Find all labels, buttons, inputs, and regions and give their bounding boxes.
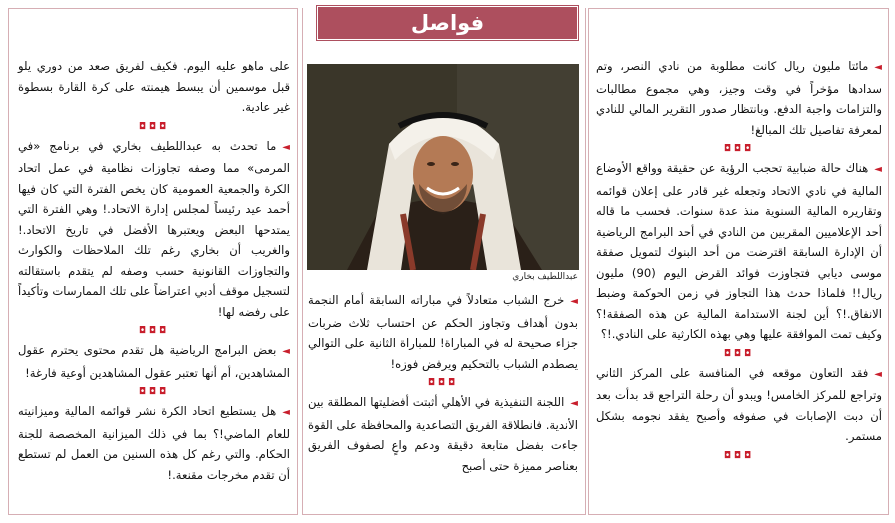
photo-caption: عبداللطيف بخاري bbox=[512, 272, 578, 282]
bullet-icon: ◄ bbox=[282, 141, 290, 153]
bullet-icon: ◄ bbox=[570, 296, 578, 307]
separator: ◘◘◘ bbox=[723, 144, 755, 154]
separator: ◘◘◘ bbox=[723, 348, 755, 359]
bullet-icon: ◄ bbox=[874, 164, 882, 175]
separator: ◘◘◘ bbox=[138, 121, 170, 132]
separator: ◘◘◘ bbox=[138, 326, 170, 336]
article-item: ◄هل يستطيع اتحاد الكرة نشر قوائمه المالية وميزانيته للعام الماضي!؟ بما في ذلك الميزانية المخصصة للجنة الحكام. والتي رغم كل هذه السنين من العمل لم تستطع أن تقدم مخرجات مقنعة.! bbox=[18, 404, 290, 482]
article-item: ◄ما تحدث به عبداللطيف بخاري في برنامج «في المرمى» مما وصفه تجاوزات نظامية في عمل اتحاد الكرة والجمعية العمومية كان يخص الفترة التي كان فيها أحمد عيد رئيساً لمجلس إدارة الاتحاد.! وهي الفترة التي يمتدحها البعض ويعتبرها الأفضل في تاريخ الاتحاد.! والغريب أن بخاري رغم تلك الملاحظات والكوارث والتجاوزات القانونية حسب وصفه لم يتقدم باستقالته لتسجيل موقف أدبي اعتراضاً على تلك الممارسات وتأكيداً على رفضه لها! bbox=[18, 138, 290, 319]
left-column bbox=[18, 56, 290, 485]
section-title: فواصل bbox=[317, 6, 578, 40]
separator: ◘◘◘ bbox=[723, 450, 755, 461]
article-item: ◄بعض البرامج الرياضية هل تقدم محتوى يحترم عقول المشاهدين، أم أنها تعتبر عقول المشاهدين أوعية فارغة! bbox=[18, 343, 290, 380]
article-item: ◄خرج الشباب متعادلاً في مباراته السابقة أمام النجمة بدون أهداف وتجاوز الحكم عن احتساب ثلاث ضربات جزاء صحيحة له في المباراة! للمباراة الثانية على التوالي يصطدم الشباب بالتحكيم ويرفض فوزه! bbox=[308, 293, 578, 371]
article-item: ◄فقد التعاون موقعه في المنافسة على المركز الثاني وتراجع للمركز الخامس! ويبدو أن رحلة التراجع قد بدأت بعد أن دبت الإصابات في صفوفه وأصبح يفقد نجومه بشكل مستمر. bbox=[596, 365, 882, 443]
right-column bbox=[596, 56, 882, 465]
portrait-illustration bbox=[307, 64, 579, 270]
separator: ◘◘◘ bbox=[138, 387, 170, 397]
article-item: ◄اللجنة التنفيذية في الأهلي أثبتت أفضليتها المطلقة بين الأندية. فانطلاقة الفريق التصاعدية والمحافظة على القوة جاءت بفضل متابعة دقيقة ودعم واعٍ لصفوف الفريق بعناصر مميزة حتى أصبح bbox=[308, 395, 578, 473]
bullet-icon: ◄ bbox=[874, 62, 882, 73]
bullet-icon: ◄ bbox=[874, 368, 882, 380]
continued-text: على ماهو عليه اليوم. فكيف لفريق صعد من دوري يلو قبل موسمين أن يبسط هيمنته على كرة القارة بسطوة غير عادية. bbox=[18, 59, 290, 114]
article-item: ◄هناك حالة ضبابية تحجب الرؤية عن حقيقة وواقع الأوضاع المالية في نادي الاتحاد وتجعله غير قادر على إعلان قوائمه وتقاريره المالية السنوية منذ عدة سنوات. فحسب ما قاله أحد الإعلاميين المقربين من النادي في أحد البرامج الرياضية أن الإدارة السابقة اقترضت من أحد البنوك لتمويل صفقة موسى ديابي فتجاوزت فوائد القرض اليوم (90) مليون ريال!! فلماذا حدث هذا التجاوز في زمن الحوكمة وضبط الانفاق.!؟ أين لجنة الاستدامة المالية عن هذه الصفقة!؟ وكيف تمت الموافقة عليها وهي بهذه الكارثية على النادي.!؟ bbox=[596, 161, 882, 341]
middle-column bbox=[308, 290, 578, 476]
article-item: ◄مائتا مليون ريال كانت مطلوبة من نادي النصر، وتم سدادها مؤخراً في وقت وجيز، وهي مجموع مطالبات والتزامات واجبة الدفع. وبانتظار صدور التقرير المالي للنادي لمعرفة تفاصيل تلك المبالغ! bbox=[596, 59, 882, 137]
bullet-icon: ◄ bbox=[282, 407, 290, 418]
separator: ◘◘◘ bbox=[427, 378, 459, 388]
portrait-photo bbox=[307, 64, 579, 270]
bullet-icon: ◄ bbox=[282, 346, 290, 357]
bullet-icon: ◄ bbox=[570, 398, 578, 409]
